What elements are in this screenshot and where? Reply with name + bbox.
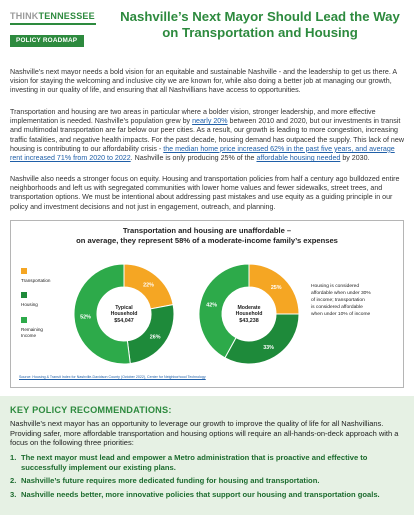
header xyxy=(0,0,414,58)
donut-center-label: Typical xyxy=(115,305,133,311)
policy-intro: Nashville’s next mayor has an opportunity to leverage our growth to improve the quality of life for all Nashvillians. Providing safer, more affordable transportation and housing options will require an all-hands-on-deck approach with a focus on the following three priorities: xyxy=(10,419,399,448)
donut-center-label: Household xyxy=(110,311,138,317)
donut-center-label: Moderate xyxy=(237,305,261,311)
logo-underline xyxy=(10,23,96,25)
think-tennessee-logo xyxy=(10,11,102,25)
affordability-note: Housing is considered xyxy=(311,284,360,289)
legend-label: Housing xyxy=(21,302,38,307)
legend-swatch xyxy=(21,292,27,298)
slice-label: 26% xyxy=(149,334,161,341)
p2-text-b: between 2010 and 2020, but our investments in transit and multimodal transportation are far below our peer cities. As a result, our growth is leading to more congestion, increasing traffic fatalities, and negative health impacts. For the past decade, housing demand has outpaced the supply. This lack of new housing is contributing to our affordability crisis - xyxy=(10,117,404,153)
policy-heading: KEY POLICY RECOMMENDATIONS: xyxy=(10,405,172,415)
policy-item-number: 3. xyxy=(10,489,17,499)
policy-item-2 xyxy=(10,476,410,486)
chart-title-line-1: Transportation and housing are unaffordable – xyxy=(122,226,292,235)
affordability-note: of income; transportation xyxy=(311,298,365,303)
policy-item-text: Nashville’s future requires more dedicated funding for housing and transportation. xyxy=(21,476,320,486)
slice-label: 22% xyxy=(143,282,154,289)
logo-think: THINK xyxy=(10,11,39,21)
legend-label: Remaining xyxy=(21,327,43,332)
p2-text-c: . Nashville is only producing 25% of the xyxy=(130,154,257,163)
slice-label: 42% xyxy=(206,302,218,309)
affordable-housing-link[interactable]: affordable housing needed xyxy=(256,154,341,163)
donut-center-label: Household xyxy=(235,311,263,317)
donut-center-value: $43,238 xyxy=(239,318,259,324)
p2-text-a: Transportation and housing are two areas in particular where a bolder vision, stronger leadership, and more effective implementation is needed. Nashville’s population grew by xyxy=(10,108,376,126)
population-growth-link[interactable]: nearly 20% xyxy=(192,117,228,126)
slice-label: 52% xyxy=(80,314,91,321)
p2-text-d: by 2030. xyxy=(340,154,370,163)
policy-item-number: 1. xyxy=(10,453,17,462)
policy-roadmap-badge: POLICY ROADMAP xyxy=(10,35,84,47)
policy-item-1 xyxy=(10,453,410,472)
policy-recommendations xyxy=(0,396,414,515)
legend-swatch xyxy=(21,268,27,274)
logo-tennessee: TENNESSEE xyxy=(38,11,95,21)
chart-title-line-2: on average, they represent 58% of a moderate-income family’s expenses xyxy=(76,235,338,245)
intro-paragraph-3: Nashville also needs a stronger focus on equity. Housing and transportation policies from half a century ago bulldozed entire neighborhoods and left us with segregated communities with lower home values and fewer sidewalks, street trees, and transportation options. We must be intentional about addressing past mistakes and use equity as a guiding principle in our policy and investment decisions and not just in engagement, outreach, and planning. xyxy=(10,175,400,211)
expenses-chart xyxy=(10,220,404,388)
affordability-note: affordable when under 30% xyxy=(311,291,371,296)
intro-paragraph-2 xyxy=(10,108,404,163)
donut-slice xyxy=(225,314,299,364)
legend-label: Income xyxy=(21,333,37,338)
page-title: Nashville’s Next Mayor Should Lead the Way on Transportation and Housing xyxy=(120,9,400,40)
chart-source-link[interactable]: Source: Housing & Transit Index for Nashville-Davidson County (October 2022), Center for Neighborhood Technology xyxy=(19,375,206,379)
home-price-rent-link[interactable]: the median home price increased 62% in the past five years, and average rent increased 71% from 2020 to 2022 xyxy=(10,144,395,163)
policy-list xyxy=(10,453,410,503)
slice-label: 33% xyxy=(263,345,274,352)
slice-label: 25% xyxy=(270,284,282,291)
legend-swatch xyxy=(21,317,27,323)
affordability-note: is considered affordable xyxy=(311,305,363,310)
intro-paragraph-1: Nashville’s next mayor needs a bold vision for an equitable and sustainable Nashville - and the leadership to get us there. A vision for staying the welcoming and inclusive city we are known for, while also doing a better job at managing our growth, investing in our quality of life, and ensuring that all Nashvillians have access to opportunities. xyxy=(10,68,397,95)
legend-label: Transportation xyxy=(21,278,51,283)
donut-center-value: $54,047 xyxy=(114,318,134,324)
policy-item-text: Nashville needs better, more innovative policies that support our housing and transportation goals. xyxy=(21,489,380,499)
policy-item-text: The next mayor must lead and empower a Metro administration that is proactive and effective to successfully implement our existing plans. xyxy=(21,453,368,472)
chart-canvas xyxy=(11,221,405,389)
policy-item-3 xyxy=(10,490,410,500)
policy-item-number: 2. xyxy=(10,476,17,486)
affordability-note: when under 10% of income xyxy=(311,312,371,317)
